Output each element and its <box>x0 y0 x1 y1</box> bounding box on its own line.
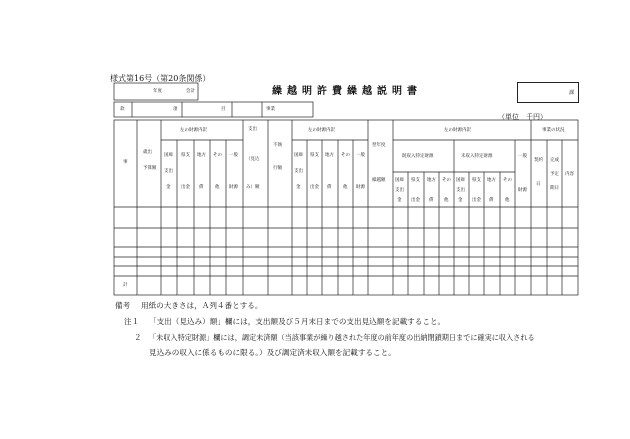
funding-breakdown-1-header: 左の財源内訳 <box>180 128 207 133</box>
expenditure-est-c: み）額 <box>246 185 260 190</box>
budget-amount-header-1: 歳出 <box>143 150 152 155</box>
other-4-a: その <box>503 178 512 183</box>
settled-revenue-header: 既収入特定財源 <box>402 154 434 159</box>
unexecuted-a: 不執 <box>273 143 282 148</box>
nat-treasury-4-c: 金 <box>458 198 463 203</box>
prefectural-4-a: 県支 <box>472 178 481 183</box>
document-number-suffix: 課 <box>568 90 574 96</box>
nat-treasury-3-c: 金 <box>397 198 402 203</box>
general-1-b: 財源 <box>229 185 238 190</box>
other-3-b: 他 <box>444 198 449 203</box>
nat-treasury-2-a: 国庫 <box>294 153 303 158</box>
expenditure-est-b: （見込 <box>246 157 260 162</box>
local-bond-4-a: 地方 <box>487 178 496 183</box>
form-number: 様式第16号（第20条関係） <box>110 74 211 83</box>
local-bond-2-b: 債 <box>327 185 332 190</box>
funding-breakdown-2-header: 左の財源内訳 <box>308 128 335 133</box>
note2-text-line2: 見込みの収入に係るものに限る。）及び調定済未収入額を記載すること。 <box>149 348 396 357</box>
category-2-label: 項 <box>173 107 178 112</box>
nat-treasury-2-c: 金 <box>296 185 301 190</box>
nat-treasury-1-a: 国庫 <box>164 153 173 158</box>
other-4-b: 他 <box>505 198 510 203</box>
nat-treasury-3-a: 国庫 <box>395 178 404 183</box>
other-2-a: その <box>341 153 350 158</box>
nat-treasury-3-b: 支出 <box>395 188 404 193</box>
project-col-header: 事 <box>123 160 128 165</box>
general-2-a: 一般 <box>356 153 365 158</box>
completion-date-a: 完成 <box>550 158 559 163</box>
expenditure-est-a: 支出 <box>248 127 257 132</box>
prefectural-3-b: 出金 <box>411 198 420 203</box>
carry-over-a: 翌年度 <box>372 143 386 148</box>
account-label: 会計 <box>186 89 195 94</box>
nat-treasury-4-b: 支出 <box>456 188 465 193</box>
note1-text: 「支出（見込み）額」欄には，支出額及び５月末日までの支出見込額を記載すること。 <box>149 317 446 326</box>
local-bond-2-a: 地方 <box>325 153 334 158</box>
other-3-a: その <box>442 178 451 183</box>
prefectural-1-a: 県支 <box>181 153 190 158</box>
category-3-label: 目 <box>221 107 226 112</box>
project-label: 事業 <box>266 107 275 112</box>
nat-treasury-4-a: 国庫 <box>456 178 465 183</box>
other-1-a: その <box>213 153 222 158</box>
funding-breakdown-3-header: 左の財源内訳 <box>444 128 471 133</box>
local-bond-3-a: 地方 <box>427 178 436 183</box>
local-bond-1-a: 地方 <box>197 153 206 158</box>
unsettled-revenue-header: 未収入特定財源 <box>461 154 493 159</box>
note1-label: 注１ <box>124 317 140 326</box>
contract-date-a: 契約 <box>534 158 543 163</box>
local-bond-1-b: 債 <box>199 185 204 190</box>
bikou-label: 備考 <box>115 301 131 310</box>
fiscal-year-label: 年度 <box>153 89 162 94</box>
prefectural-2-b: 出金 <box>310 185 319 190</box>
prefectural-3-a: 県支 <box>411 178 420 183</box>
bikou-text: 用紙の大きさは，Ａ列４番とする。 <box>141 301 263 310</box>
other-1-b: 他 <box>215 185 220 190</box>
local-bond-4-b: 債 <box>489 198 494 203</box>
nat-treasury-2-b: 支出 <box>294 169 303 174</box>
budget-amount-header-2: 予算額 <box>143 166 157 171</box>
general-1-a: 一般 <box>229 153 238 158</box>
prefectural-1-b: 出金 <box>181 185 190 190</box>
document-title: 繰越明許費繰越説明書 <box>272 86 422 97</box>
prefectural-2-a: 県支 <box>310 153 319 158</box>
general-3-b: 財源 <box>518 188 527 193</box>
note2-text-line1: 「未収入特定財源」欄には，調定未済額（当該事業が繰り越された年度の前年度の出納閉鎖期日までに確実に収入される <box>149 333 535 342</box>
contents-header: 内容 <box>565 172 574 177</box>
unexecuted-b: 行額 <box>273 166 282 171</box>
category-1-label: 款 <box>120 107 125 112</box>
prefectural-4-b: 出金 <box>472 198 481 203</box>
completion-date-b: 予定 <box>550 172 559 177</box>
local-bond-3-b: 債 <box>429 198 434 203</box>
completion-date-c: 期日 <box>550 186 559 191</box>
project-status-header: 事業の状況 <box>542 128 565 133</box>
total-row-label: 計 <box>123 283 128 288</box>
carry-over-b: 繰越額 <box>372 178 386 183</box>
nat-treasury-1-c: 金 <box>166 185 171 190</box>
contract-date-b: 日 <box>536 182 541 187</box>
unit-label: （単位 千円） <box>498 113 547 121</box>
other-2-b: 他 <box>343 185 348 190</box>
general-2-b: 財源 <box>356 185 365 190</box>
nat-treasury-1-b: 支出 <box>164 169 173 174</box>
note2-label: ２ <box>134 333 142 342</box>
general-3-a: 一般 <box>518 154 527 159</box>
